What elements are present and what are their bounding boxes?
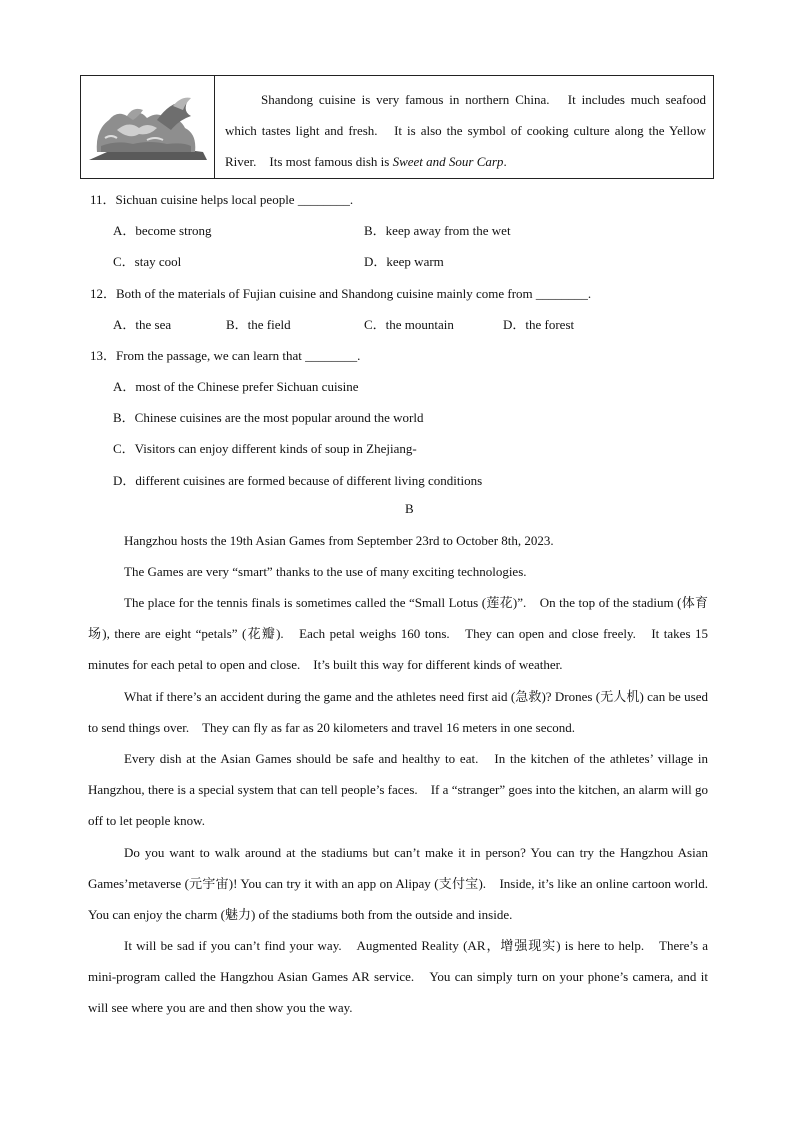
question-13-option-b: B．Chinese cuisines are the most popular around the world bbox=[113, 410, 424, 425]
image-cell bbox=[81, 76, 215, 178]
paragraph-3 bbox=[88, 587, 708, 680]
question-13-option-d: D．different cuisines are formed because of different living conditions bbox=[113, 473, 483, 488]
paragraph-2 bbox=[88, 556, 708, 587]
question-13-option-c: C．Visitors can enjoy different kinds of soup in Zhejiang- bbox=[113, 441, 417, 456]
paragraph-6 bbox=[88, 837, 722, 930]
carp-sculpture-image bbox=[87, 90, 209, 164]
question-13-option-a: A．most of the Chinese prefer Sichuan cuisine bbox=[113, 379, 359, 394]
shandong-text bbox=[215, 76, 713, 178]
dish-name: Sweet and Sour Carp bbox=[392, 154, 504, 169]
question-12-option-b: B．the field bbox=[226, 317, 291, 332]
paragraph-7-text: It will be sad if you can’t find your way. Augmented Reality (AR，增强现实) is here to help. There’s a mini-program called the Hangzhou Asian Games AR service. You can simply turn on your phone’s camera, and it will see where you are and then show you the way. bbox=[88, 938, 708, 1015]
paragraph-5 bbox=[88, 743, 708, 836]
question-12-option-d: D．the forest bbox=[503, 317, 575, 332]
question-11-option-c: C．stay cool bbox=[113, 254, 182, 269]
shandong-text-main: Shandong cuisine is very famous in northern China. It includes much seafood which tastes light and fresh. It is also the symbol of cooking culture along the Yellow River. Its most famous dish is bbox=[225, 92, 706, 169]
question-13-stem: 13．From the passage, we can learn that ________. bbox=[90, 348, 361, 363]
paragraph-6-text: Do you want to walk around at the stadiums but can’t make it in person? You can try the Hangzhou Asian Games’metaverse (元宇宙)! You can try it with an app on Alipay (支付宝). Inside, it’s like an online cartoon world. You can enjoy the charm (魅力) of the stadiums both from the outside and inside. bbox=[88, 845, 722, 922]
paragraph-7 bbox=[88, 930, 708, 1023]
question-12-stem: 12．Both of the materials of Fujian cuisine and Shandong cuisine mainly come from ________. bbox=[90, 286, 592, 301]
question-12-option-c: C．the mountain bbox=[364, 317, 454, 332]
shandong-info-box bbox=[80, 75, 714, 179]
paragraph-4 bbox=[88, 681, 708, 743]
shandong-text-end: . bbox=[503, 154, 507, 169]
section-heading: B bbox=[405, 501, 414, 516]
paragraph-2-text: The Games are very “smart” thanks to the use of many exciting technologies. bbox=[124, 564, 527, 579]
paragraph-1-text: Hangzhou hosts the 19th Asian Games from September 23rd to October 8th, 2023. bbox=[124, 533, 554, 548]
paragraph-5-text: Every dish at the Asian Games should be safe and healthy to eat. In the kitchen of the athletes’ village in Hangzhou, there is a special system that can tell people’s faces. If a “stranger” goes into the kitchen, an alarm will go off to let people know. bbox=[88, 751, 708, 828]
question-11-stem: 11．Sichuan cuisine helps local people ________. bbox=[90, 192, 354, 207]
question-11-option-a: A．become strong bbox=[113, 223, 212, 238]
question-12-option-a: A．the sea bbox=[113, 317, 172, 332]
question-11-option-d: D．keep warm bbox=[364, 254, 444, 269]
paragraph-3-text: The place for the tennis finals is sometimes called the “Small Lotus (莲花)”. On the top of the stadium (体育场), there are eight “petals” (花瓣). Each petal weighs 160 tons. They can open and close freely. It takes 15 minutes for each petal to open and close. It’s built this way for different kinds of weather. bbox=[88, 595, 708, 672]
paragraph-4-text: What if there’s an accident during the game and the athletes need first aid (急救)? Drones (无人机) can be used to send things over. They can fly as far as 20 kilometers and travel 16 meters in one second. bbox=[88, 689, 708, 735]
question-11-option-b: B．keep away from the wet bbox=[364, 223, 511, 238]
paragraph-1 bbox=[88, 525, 708, 556]
